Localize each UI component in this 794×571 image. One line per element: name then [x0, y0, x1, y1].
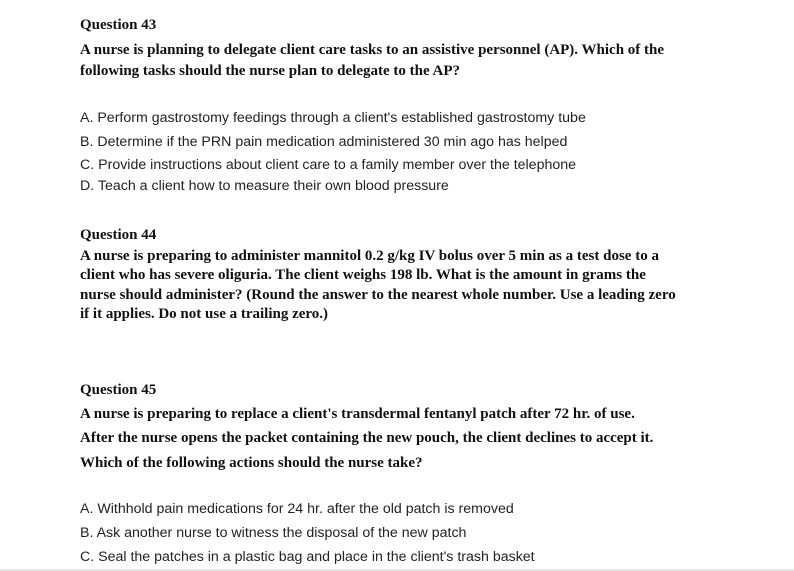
question-43-option-c: C. Provide instructions about client care to a family member over the telephone: [80, 157, 577, 173]
question-45-title: Question 45: [80, 382, 157, 398]
question-44-title: Question 44: [80, 227, 157, 243]
question-44-stem-line: if it applies. Do not use a trailing zero.): [80, 306, 329, 322]
question-45-option-c: C. Seal the patches in a plastic bag and place in the client's trash basket: [80, 549, 535, 565]
question-45-option-b: B. Ask another nurse to witness the disposal of the new patch: [80, 525, 467, 541]
question-45-stem-line: Which of the following actions should the nurse take?: [80, 455, 423, 471]
question-43-title: Question 43: [80, 17, 157, 33]
question-43-option-b: B. Determine if the PRN pain medication administered 30 min ago has helped: [80, 134, 568, 150]
question-43-stem-line: following tasks should the nurse plan to delegate to the AP?: [80, 63, 461, 79]
question-44-stem-line: client who has severe oliguria. The client weighs 198 lb. What is the amount in grams the: [80, 267, 646, 283]
question-43-option-d: D. Teach a client how to measure their own blood pressure: [80, 178, 449, 194]
question-44-stem-line: nurse should administer? (Round the answer to the nearest whole number. Use a leading zero: [80, 287, 676, 303]
question-45-stem-line: After the nurse opens the packet containing the new pouch, the client declines to accept it.: [80, 430, 654, 446]
question-45-option-a: A. Withhold pain medications for 24 hr. after the old patch is removed: [80, 501, 514, 517]
question-44-stem-line: A nurse is preparing to administer mannitol 0.2 g/kg IV bolus over 5 min as a test dose to a: [80, 248, 659, 264]
question-43-stem-line: A nurse is planning to delegate client care tasks to an assistive personnel (AP). Which of the: [80, 42, 665, 58]
question-43-option-a: A. Perform gastrostomy feedings through a client's established gastrostomy tube: [80, 110, 586, 126]
question-45-stem-line: A nurse is preparing to replace a client's transdermal fentanyl patch after 72 hr. of use.: [80, 406, 635, 422]
